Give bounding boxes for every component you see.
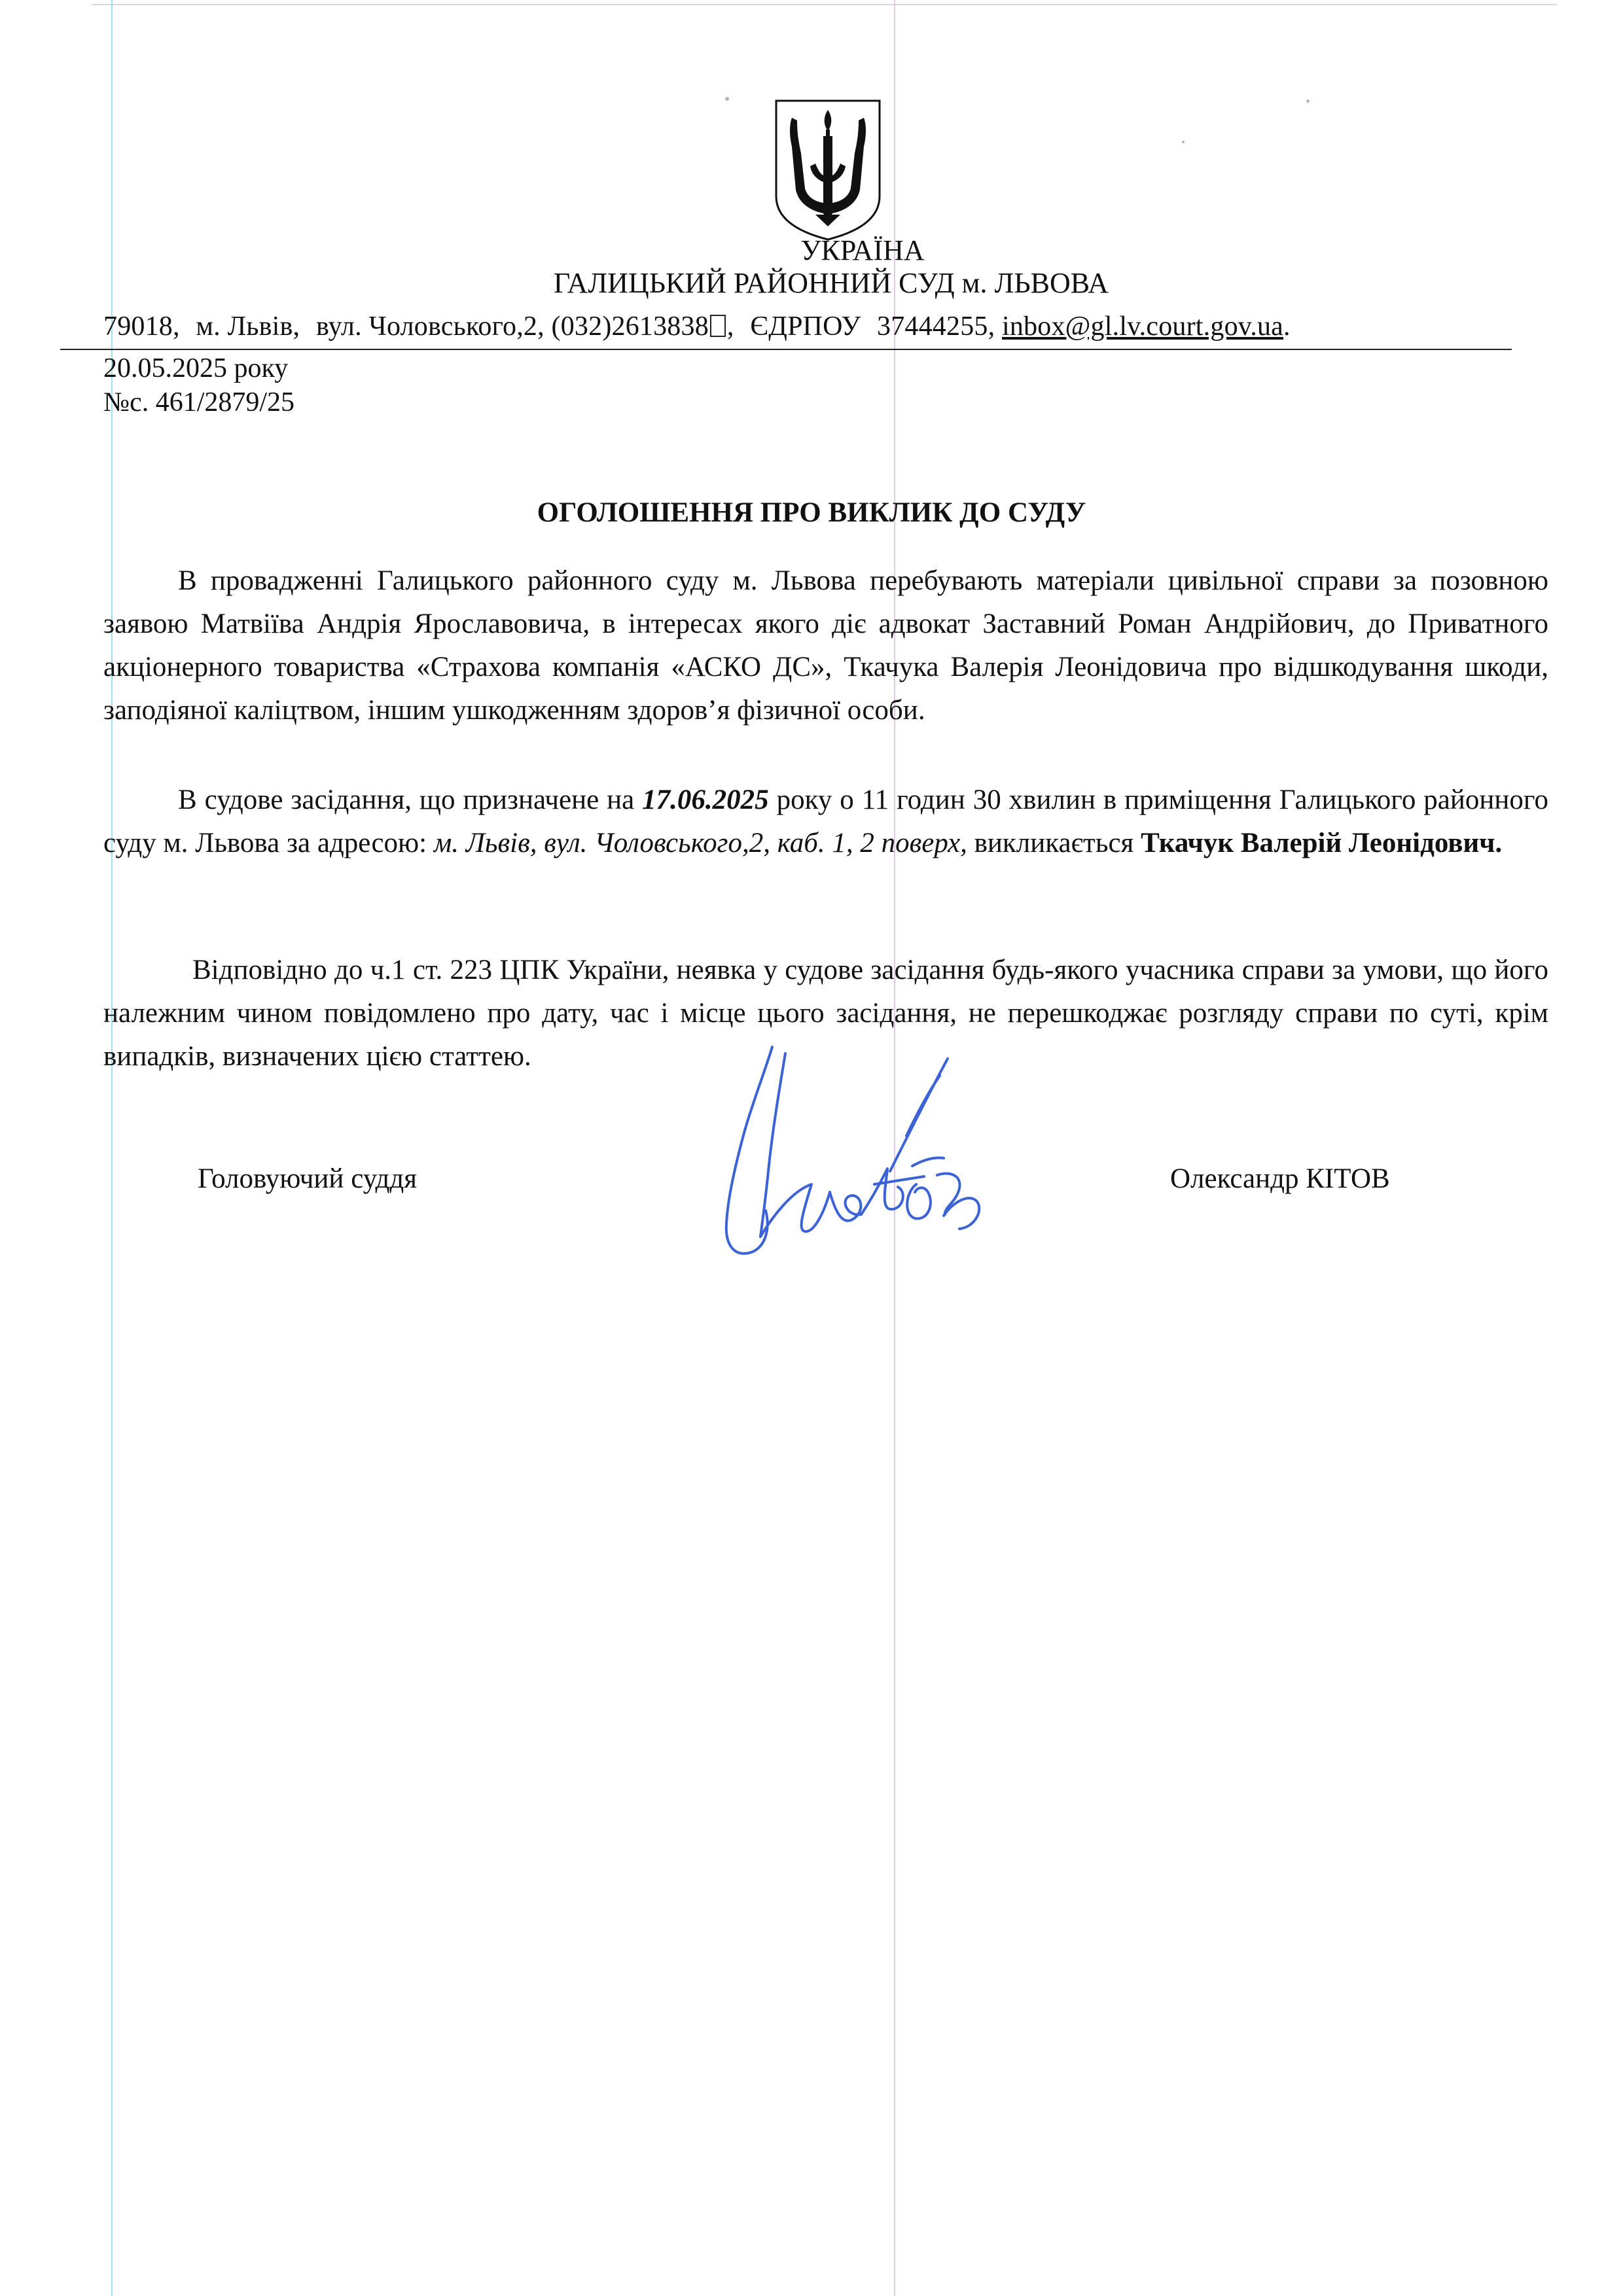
summons-text-1: В судове засідання, що призначене на (178, 785, 635, 815)
phone-placeholder-icon (710, 315, 726, 337)
paragraph-case-description: В провадженні Галицького районного суду м. Львова перебувають матеріали цивільної справи за позовною заявою Матвіїва Андрія Ярославовича, в інтересах якого діє адвокат Заставний Роман Андрійович, до Приватного акціонерного товариства «Страхова компанія «АСКО ДС», Ткачука Валерія Леонідовича про відшкодування шкоди, заподіяної каліцтвом, іншим ушкодженням здоров’я фізичної особи. (103, 565, 1548, 726)
header-divider (60, 349, 1512, 350)
summons-text-2: року о 11 годин 30 хвилин в приміщення Галицького районного суду м. Львова за адресою: (103, 785, 1548, 858)
address-postcode: 79018, (103, 311, 180, 342)
summoned-person: Ткачук Валерій Леонідович. (1141, 828, 1503, 858)
edrpou-code: 37444255, (877, 311, 995, 342)
scan-dust (725, 97, 729, 101)
court-email-link[interactable]: inbox@gl.lv.court.gov.ua (1002, 311, 1283, 342)
country-name: УКРАЇНА (800, 234, 925, 266)
address-city: м. Львів, (196, 311, 300, 342)
case-number: №с. 461/2879/25 (103, 387, 295, 417)
court-name: ГАЛИЦЬКИЙ РАЙОННИЙ СУД м. ЛЬВОВА (553, 267, 1109, 299)
handwritten-signature (681, 1021, 1034, 1296)
paragraph-hearing-summons (103, 779, 1548, 865)
scan-line-cyan (111, 0, 113, 2296)
address-street: вул. Чоловського,2, (315, 311, 544, 342)
ukraine-trident-icon (772, 98, 883, 242)
court-address: 79018, м. Львів, вул. Чоловського,2, (032)2613838 , ЄДРПОУ 37444255, inbox@gl.lv.court.gov.ua. (103, 311, 1291, 342)
summons-text-3: викликається (974, 828, 1134, 858)
document-date: 20.05.2025 року (103, 353, 289, 383)
scan-dust (1306, 99, 1310, 103)
judge-role: Головуючий суддя (198, 1163, 418, 1194)
edrpou-label: ЄДРПОУ (750, 311, 861, 342)
hearing-date: 17.06.2025 (642, 785, 769, 815)
judge-name: Олександр КІТОВ (1170, 1163, 1390, 1194)
hearing-address: м. Львів, вул. Чоловського,2, каб. 1, 2 поверх, (433, 828, 967, 858)
address-phone: (032)2613838 (551, 311, 709, 342)
scan-top-edge (92, 4, 1558, 5)
paragraph-legal-notice: Відповідно до ч.1 ст. 223 ЦПК України, неявка у судове засідання будь-якого учасника справи за умови, що його належним чином повідомлено про дату, час і місце цього засідання, не перешкоджає розгляду справи по суті, крім випадків, визначених цією статтею. (103, 955, 1548, 1072)
scan-dust (1182, 141, 1185, 143)
document-title: ОГОЛОШЕННЯ ПРО ВИКЛИК ДО СУДУ (537, 497, 1086, 528)
address-trailing-dot: . (1283, 311, 1291, 342)
